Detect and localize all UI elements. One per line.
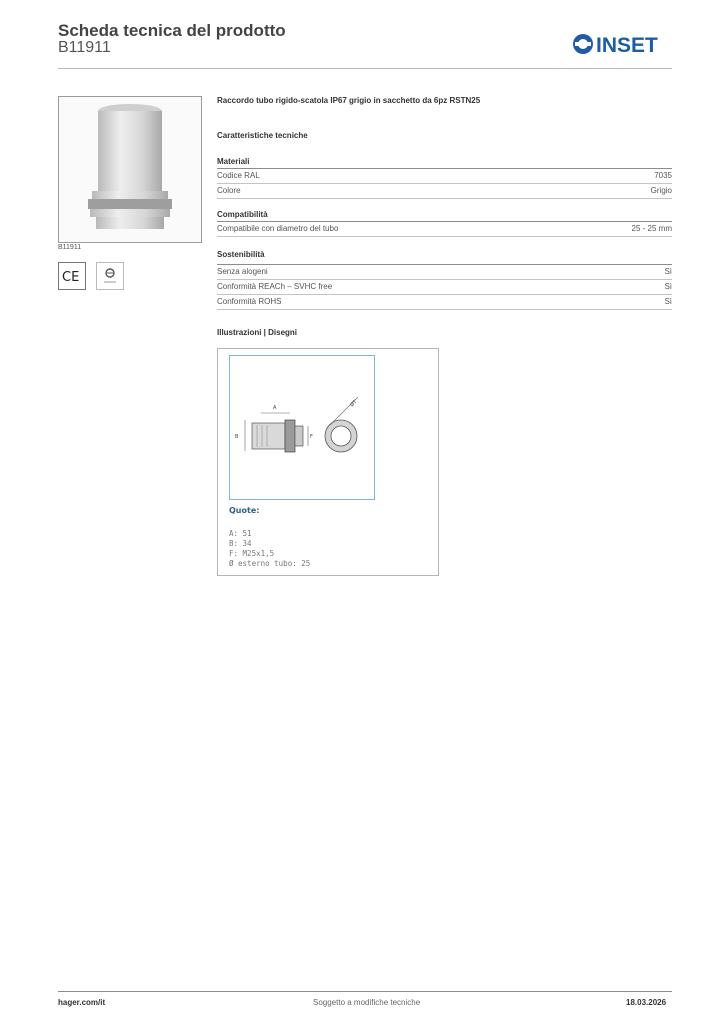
spec-row (217, 184, 672, 199)
quote-tube-diameter: Ø esterno tubo: 25 (229, 559, 311, 568)
page-title: Scheda tecnica del prodotto (58, 21, 286, 40)
dim-label-a: A (273, 405, 277, 411)
spec-row (217, 222, 672, 237)
photo-caption-code: B11911 (58, 244, 82, 251)
spec-value: Sì (664, 267, 672, 276)
product-description: Raccordo tubo rigido-scatola IP67 grigio in sacchetto da 6pz RSTN25 (217, 96, 481, 105)
spec-label: Compatibile con diametro del tubo (217, 224, 339, 233)
footer-website[interactable]: hager.com/it (58, 998, 106, 1007)
spec-value: 25 - 25 mm (631, 224, 672, 233)
footer-notice: Soggetto a modifiche tecniche (313, 998, 421, 1007)
ce-text: CE (62, 270, 80, 285)
product-photo (58, 96, 202, 243)
spec-label: Colore (217, 186, 241, 195)
ce-certification-icon (58, 262, 86, 290)
spec-row (217, 280, 672, 295)
spec-value: Grigio (650, 186, 672, 195)
spec-value: Sì (664, 297, 672, 306)
dim-label-diameter: ØT (349, 399, 359, 409)
footer-divider (58, 991, 672, 992)
group-title-materiali: Materiali (217, 157, 250, 166)
inset-logo (572, 32, 674, 56)
tech-specs-heading: Caratteristiche tecniche (217, 131, 308, 140)
halogen-free-icon (96, 262, 124, 290)
spec-label: Conformità ROHS (217, 297, 282, 306)
quote-f: F: M25x1,5 (229, 549, 275, 558)
header-divider (58, 68, 672, 69)
spec-label: Conformità REACh – SVHC free (217, 282, 333, 291)
group-title-sostenibilita: Sostenibilità (217, 250, 265, 259)
group-title-compatibilita: Compatibilità (217, 210, 268, 219)
quote-b: B: 34 (229, 539, 252, 548)
illustrations-heading: Illustrazioni | Disegni (217, 328, 298, 337)
dim-label-b: B (235, 434, 239, 440)
product-code: B11911 (58, 39, 111, 56)
spec-row (217, 295, 672, 310)
spec-row (217, 265, 672, 280)
dim-label-f: F (310, 434, 313, 440)
footer-date: 18.03.2026 (626, 998, 667, 1007)
spec-label: Senza alogeni (217, 267, 268, 276)
spec-row (217, 169, 672, 184)
quote-title: Quote: (229, 506, 260, 515)
logo-text: INSET (596, 34, 658, 56)
spec-value: Sì (664, 282, 672, 291)
quote-a: A: 51 (229, 529, 252, 538)
spec-label: Codice RAL (217, 171, 260, 180)
spec-value: 7035 (654, 171, 672, 180)
technical-drawing (229, 355, 375, 500)
